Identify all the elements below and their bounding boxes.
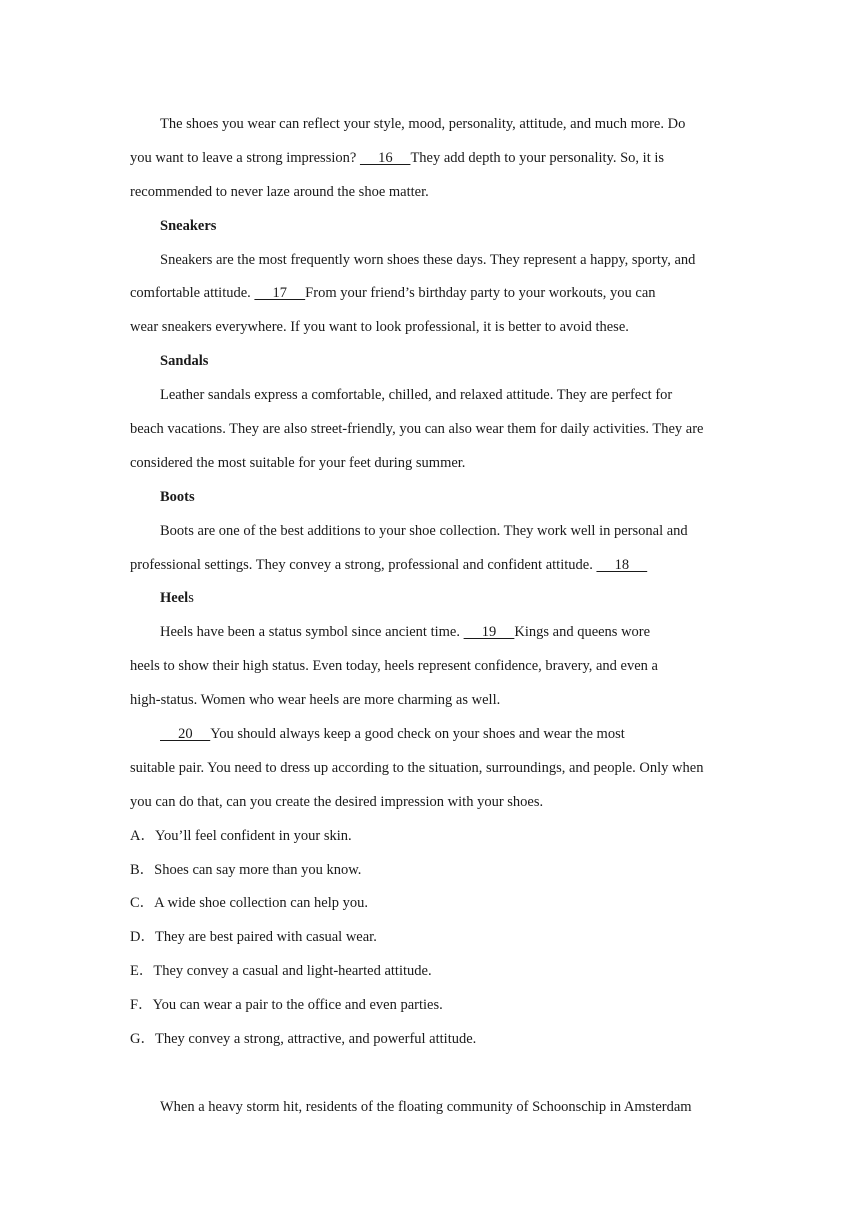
option-text: You can wear a pair to the office and even parties. <box>152 997 443 1014</box>
heels-heading-rest: s <box>188 590 194 607</box>
heels-text: Kings and queens wore <box>514 624 651 641</box>
sandals-line-2: beach vacations. They are also street-friendly, you can also wear them for daily activities. They are <box>130 421 704 438</box>
sneakers-text: comfortable attitude. <box>130 285 255 302</box>
section-heading-boots: Boots <box>160 488 195 505</box>
option-text: They are best paired with casual wear. <box>154 929 377 946</box>
option-letter: E． <box>130 963 154 980</box>
heels-line-3: high-status. Women who wear heels are more charming as well. <box>130 692 501 709</box>
next-passage-line-1: When a heavy storm hit, residents of the floating community of Schoonschip in Amsterdam <box>160 1098 692 1115</box>
option-letter: A． <box>130 827 155 844</box>
document-page <box>130 108 732 1125</box>
boots-line-2 <box>130 549 732 583</box>
blank-18: 18 <box>596 556 648 573</box>
passage-separator <box>130 1057 732 1091</box>
option-letter: G． <box>130 1031 155 1048</box>
blank-19: 19 <box>463 624 515 641</box>
option-d <box>130 921 732 955</box>
blank-16: 16 <box>359 149 411 166</box>
option-letter: C． <box>130 895 155 912</box>
heels-line-1 <box>130 616 732 650</box>
option-a <box>130 820 732 854</box>
heels-heading-bold: Heel <box>160 590 189 607</box>
intro-line-1: The shoes you wear can reflect your style, mood, personality, attitude, and much more. Do <box>160 116 686 132</box>
sneakers-line-1: Sneakers are the most frequently worn shoes these days. They represent a happy, sporty, and <box>160 251 696 268</box>
heels-text: Heels have been a status symbol since ancient time. <box>160 624 464 641</box>
closing-text: You should always keep a good check on your shoes and wear the most <box>210 726 625 743</box>
option-letter: F． <box>130 997 153 1014</box>
closing-line-1 <box>130 718 732 752</box>
closing-line-2: suitable pair. You need to dress up according to the situation, surroundings, and people. Only when <box>130 759 704 776</box>
intro-text: you want to leave a strong impression? <box>130 149 360 166</box>
intro-line-3: recommended to never laze around the shoe matter. <box>130 183 429 200</box>
options-list <box>130 820 732 1057</box>
sandals-line-1: Leather sandals express a comfortable, chilled, and relaxed attitude. They are perfect for <box>160 387 673 404</box>
option-g <box>130 1023 732 1057</box>
option-c <box>130 887 732 921</box>
option-e <box>130 955 732 989</box>
boots-line-1: Boots are one of the best additions to your shoe collection. They work well in personal and <box>160 522 688 539</box>
intro-line-2 <box>130 142 732 176</box>
section-heading-heels <box>130 582 732 616</box>
option-text: You’ll feel confident in your skin. <box>154 827 352 844</box>
option-letter: B． <box>130 861 155 878</box>
option-letter: D． <box>130 929 155 946</box>
section-heading-sandals: Sandals <box>160 353 209 370</box>
option-text: A wide shoe collection can help you. <box>154 895 368 912</box>
option-b <box>130 854 732 888</box>
option-text: Shoes can say more than you know. <box>154 861 362 878</box>
sneakers-line-2 <box>130 277 732 311</box>
sneakers-line-3: wear sneakers everywhere. If you want to look professional, it is better to avoid these. <box>130 319 629 336</box>
option-f <box>130 989 732 1023</box>
closing-line-3: you can do that, can you create the desired impression with your shoes. <box>130 793 544 810</box>
boots-text: professional settings. They convey a strong, professional and confident attitude. <box>130 556 597 573</box>
heels-line-2: heels to show their high status. Even today, heels represent confidence, bravery, and even a <box>130 658 658 675</box>
intro-text: They add depth to your personality. So, it is <box>410 149 665 166</box>
sandals-line-3: considered the most suitable for your feet during summer. <box>130 454 466 471</box>
blank-20: 20 <box>160 726 211 743</box>
option-text: They convey a casual and light-hearted attitude. <box>153 963 432 980</box>
sneakers-text: From your friend’s birthday party to your workouts, you can <box>305 285 656 302</box>
blank-17: 17 <box>254 285 306 302</box>
option-text: They convey a strong, attractive, and powerful attitude. <box>154 1031 477 1048</box>
section-heading-sneakers: Sneakers <box>160 217 217 234</box>
